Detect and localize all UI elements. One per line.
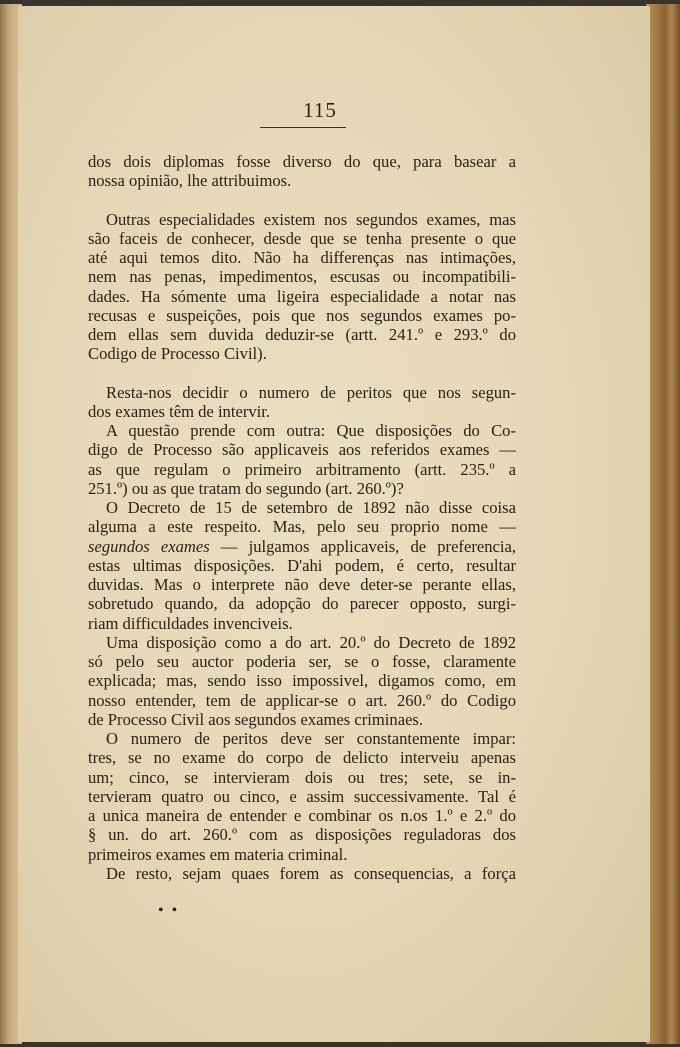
text-line: nosso entender, tem de applicar-se o art. 260.º do Codigo [88,690,516,710]
text-line: sobretudo quando, da adopção do parecer opposto, surgi- [88,594,516,614]
text-line: digo de Processo são applicaveis aos referidos exames — [88,440,516,460]
text-line: a unica maneira de entender e combinar os n.os 1.º e 2.º do [88,806,516,825]
text-line: Outras especialidades existem nos segundos exames, mas [106,209,516,229]
text-line: estas ultimas disposições. D'ahi podem, é certo, resultar [88,555,516,575]
text-line: explicada; mas, sendo isso impossivel, digamos como, em [88,671,516,691]
text-line: Codigo de Processo Civil). [88,344,267,364]
text-line: A questão prende com outra: Que disposições do Co- [106,421,516,440]
text-line: dem ellas sem duvida deduzir-se (artt. 241.º e 293.º do [88,325,516,344]
book-page [18,6,650,1042]
text-line: duvidas. Mas o interprete não deve deter-se perante ellas, [88,575,516,594]
text-line: só pelo seu auctor poderia ser, se o fosse, claramente [88,652,516,671]
text-line: tres, se no exame do corpo de delicto interveiu apenas [88,748,516,768]
text-line: tervieram quatro ou cinco, e assim successivamente. Tal é [88,786,516,806]
paragraph-gap [88,191,516,210]
text-line: riam difficuldades invenciveis. [88,613,293,633]
paragraph-gap [88,364,516,383]
text-line: Resta-nos decidir o numero de peritos que nos segun- [106,382,516,402]
text-line: até aqui temos dito. Não ha differenças nas intimações, [88,248,516,267]
text-line: De resto, sejam quaes forem as consequencias, a força [106,863,516,883]
text-line: de Processo Civil aos segundos exames criminaes. [88,709,424,729]
header-rule [260,127,346,128]
text-line: nossa opinião, lhe attribuimos. [88,171,292,191]
text-line: dades. Ha sómente uma ligeira especialidade a notar nas [88,286,516,306]
text-line: Uma disposição como a do art. 20.º do Decreto de 1892 [106,632,516,652]
text-line: § un. do art. 260.º com as disposições reguladoras dos [88,825,516,845]
page-number: 115 [303,98,337,122]
text-line: dos dois diplomas fosse diverso do que, para basear a [88,152,516,171]
text-line: um; cinco, se intervieram dois ou tres; sete, se in- [88,767,516,787]
text-line: recusas e suspeições, pois que nos segundos exames po- [88,305,516,325]
footer-mark: • • [158,902,180,919]
text-line: primeiros exames em materia criminal. [88,844,348,864]
text-line: 251.º) ou as que tratam do segundo (art. 260.º)? [88,478,404,498]
text-line: dos exames têm de intervir. [88,401,271,421]
text-line: segundos exames — julgamos applicaveis, de preferencia, [88,536,516,556]
text-line: as que regulam o primeiro arbitramento (artt. 235.º a [88,459,516,479]
text-line: O numero de peritos deve ser constantemente impar: [106,729,516,748]
text-line: nem nas penas, impedimentos, escusas ou incompatibili- [88,267,516,287]
text-line: O Decreto de 15 de setembro de 1892 não disse coisa [106,498,516,517]
text-line: são faceis de conhecer, desde que se tenha presente o que [88,228,516,248]
text-line: alguma a este respeito. Mas, pelo seu proprio nome — [88,517,516,537]
right-page-stack [646,4,680,1044]
body-text [88,152,516,883]
